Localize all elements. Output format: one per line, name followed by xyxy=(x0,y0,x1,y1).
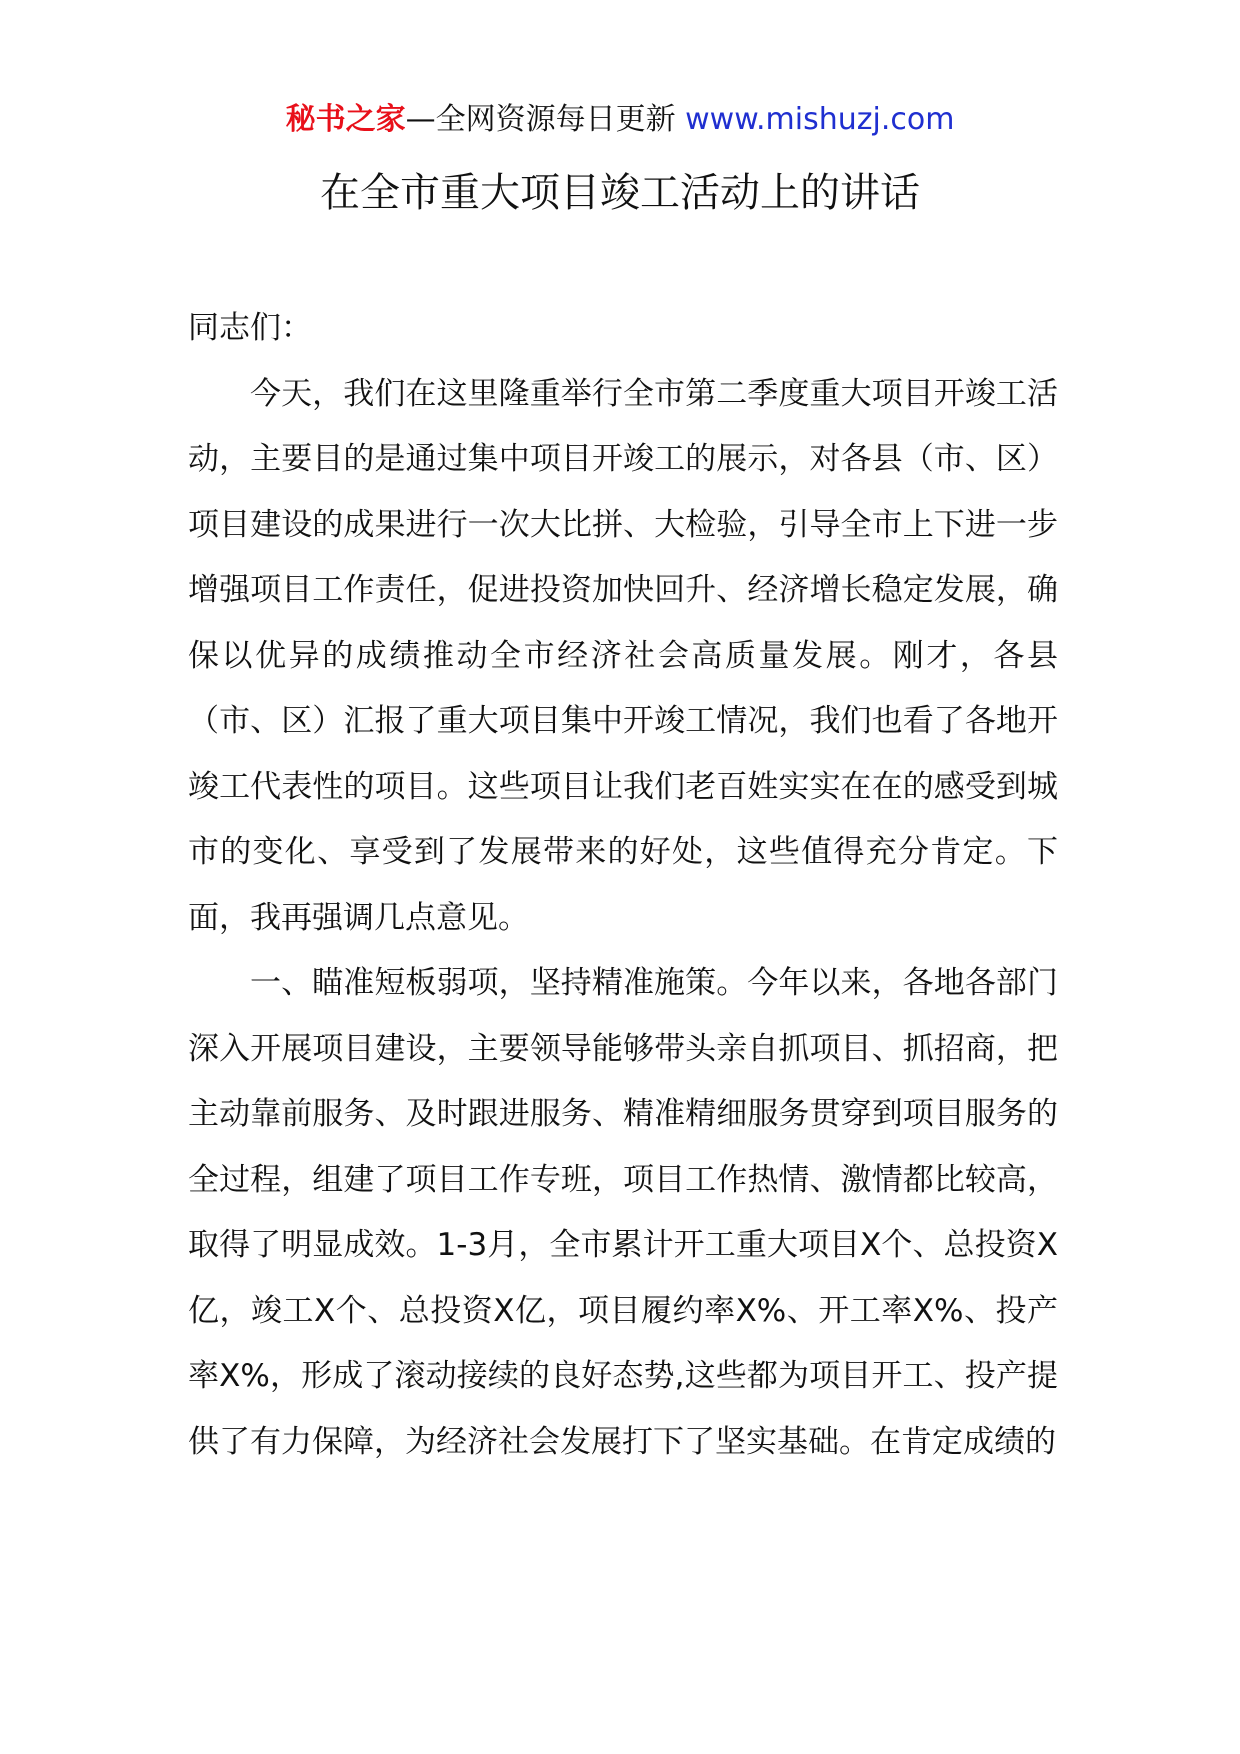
header-slogan: —全网资源每日更新 xyxy=(405,102,676,137)
document-body xyxy=(188,296,1058,1475)
document-title: 在全市重大项目竣工活动上的讲话 xyxy=(320,170,920,216)
brand-name: 秘书之家 xyxy=(285,102,406,137)
site-header xyxy=(0,100,1240,140)
salutation: 同志们： xyxy=(188,310,312,346)
paragraph-2: 一、瞄准短板弱项，坚持精准施策。今年以来，各地各部门深入开展项目建设，主要领导能够带头亲自抓项目、抓招商，把主动靠前服务、及时跟进服务、精准精细服务贯穿到项目服务的全过程，组建了项目工作专班，项目工作热情、激情都比较高，取得了明显成效。1-3月，全市累计开工重大项目X个、总投资X亿，竣工X个、总投资X亿，项目履约率X%、开工率X%、投产率X%，形成了滚动接续的良好态势,这些都为项目开工、投产提供了有力保障，为经济社会发展打下了坚实基础。在肯定成绩的 xyxy=(188,965,1058,1460)
paragraph-1: 今天，我们在这里隆重举行全市第二季度重大项目开竣工活动，主要目的是通过集中项目开竣工的展示，对各县（市、区）项目建设的成果进行一次大比拼、大检验，引导全市上下进一步增强项目工作责任，促进投资加快回升、经济增长稳定发展，确保以优异的成绩推动全市经济社会高质量发展。刚才，各县（市、区）汇报了重大项目集中开竣工情况，我们也看了各地开竣工代表性的项目。这些项目让我们老百姓实实在在的感受到城市的变化、享受到了发展带来的好处，这些值得充分肯定。下面，我再强调几点意见。 xyxy=(188,375,1058,936)
site-url: www.mishuzj.com xyxy=(685,102,955,137)
